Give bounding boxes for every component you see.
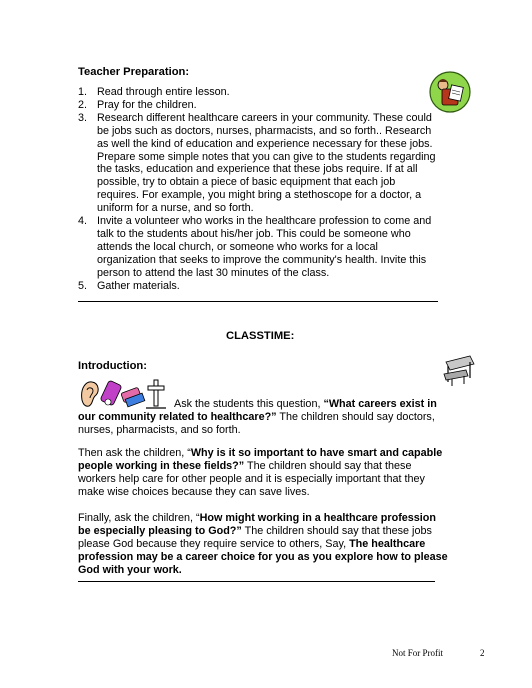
intro-p3-text: Finally, ask the children, “ bbox=[78, 512, 200, 524]
list-number: 3. bbox=[78, 111, 88, 124]
list-text: Research different healthcare careers in your community. These could be jobs such as doctors, nurses, pharmacists, and so forth.. Research as well the kind of education and experience necessary for these jobs. Prepare some simple notes that you can give to the students regarding the tasks, education and experience that these jobs require. If at all possible, try to obtain a piece of basic equipment that each job requires. For example, you might bring a stethoscope for a doctor, a uniform for a nurse, and so forth. bbox=[97, 111, 436, 215]
list-item bbox=[78, 99, 438, 112]
page-number: 2 bbox=[480, 648, 485, 658]
teacher-preparation-list bbox=[78, 86, 438, 293]
list-text: Invite a volunteer who works in the healthcare profession to come and talk to the students about his/her job. This could be someone who attends the local church, or someone who works for a local organization that seeks to improve the community's health. Invite this person to attend the last 30 minutes of the class. bbox=[97, 215, 432, 279]
intro-p3-answer: The children should say that these jobs please God because they require service to others, Say, bbox=[78, 524, 432, 550]
footer-text: Not For Profit bbox=[392, 648, 444, 658]
list-item bbox=[78, 280, 438, 293]
list-item bbox=[78, 215, 438, 280]
list-number: 1. bbox=[78, 86, 88, 98]
intro-paragraph-2 bbox=[78, 447, 450, 499]
list-number: 5. bbox=[78, 279, 88, 292]
introduction-heading: Introduction: bbox=[78, 360, 147, 372]
intro-p2-answer: The children should say that these workers help care for other people and it is especially important that they make wise choices because they can save lives. bbox=[78, 459, 425, 498]
section-divider bbox=[78, 581, 435, 582]
list-text: Read through entire lesson. bbox=[97, 86, 230, 98]
intro-p1-answer: The children should say doctors, nurses, pharmacists, and so forth. bbox=[78, 410, 435, 436]
list-text: Pray for the children. bbox=[97, 98, 197, 111]
teacher-preparation-heading: Teacher Preparation: bbox=[78, 66, 190, 78]
list-item bbox=[78, 112, 438, 215]
intro-p3-statement: The healthcare profession may be a career choice for you as you explore how to please God with your work. bbox=[78, 537, 448, 576]
intro-paragraph-1 bbox=[78, 398, 450, 437]
list-number: 2. bbox=[78, 98, 88, 111]
intro-p2-question: Why is it so important to have smart and capable people working in these fields?” bbox=[78, 447, 443, 472]
intro-p1-text: Ask the students this question, bbox=[174, 398, 324, 410]
list-text: Gather materials. bbox=[97, 279, 180, 292]
school-desk-clipart bbox=[440, 352, 478, 388]
intro-p2-text: Then ask the children, “ bbox=[78, 447, 191, 459]
section-divider bbox=[78, 301, 438, 302]
list-item bbox=[78, 86, 438, 99]
list-number: 4. bbox=[78, 215, 88, 228]
intro-p3-question: How might working in a healthcare profession be especially pleasing to God?” bbox=[78, 512, 436, 537]
classtime-heading: CLASSTIME: bbox=[226, 330, 295, 342]
intro-paragraph-3 bbox=[78, 512, 450, 577]
intro-p1-question: “What careers exist in our community related to healthcare?” bbox=[78, 398, 437, 423]
